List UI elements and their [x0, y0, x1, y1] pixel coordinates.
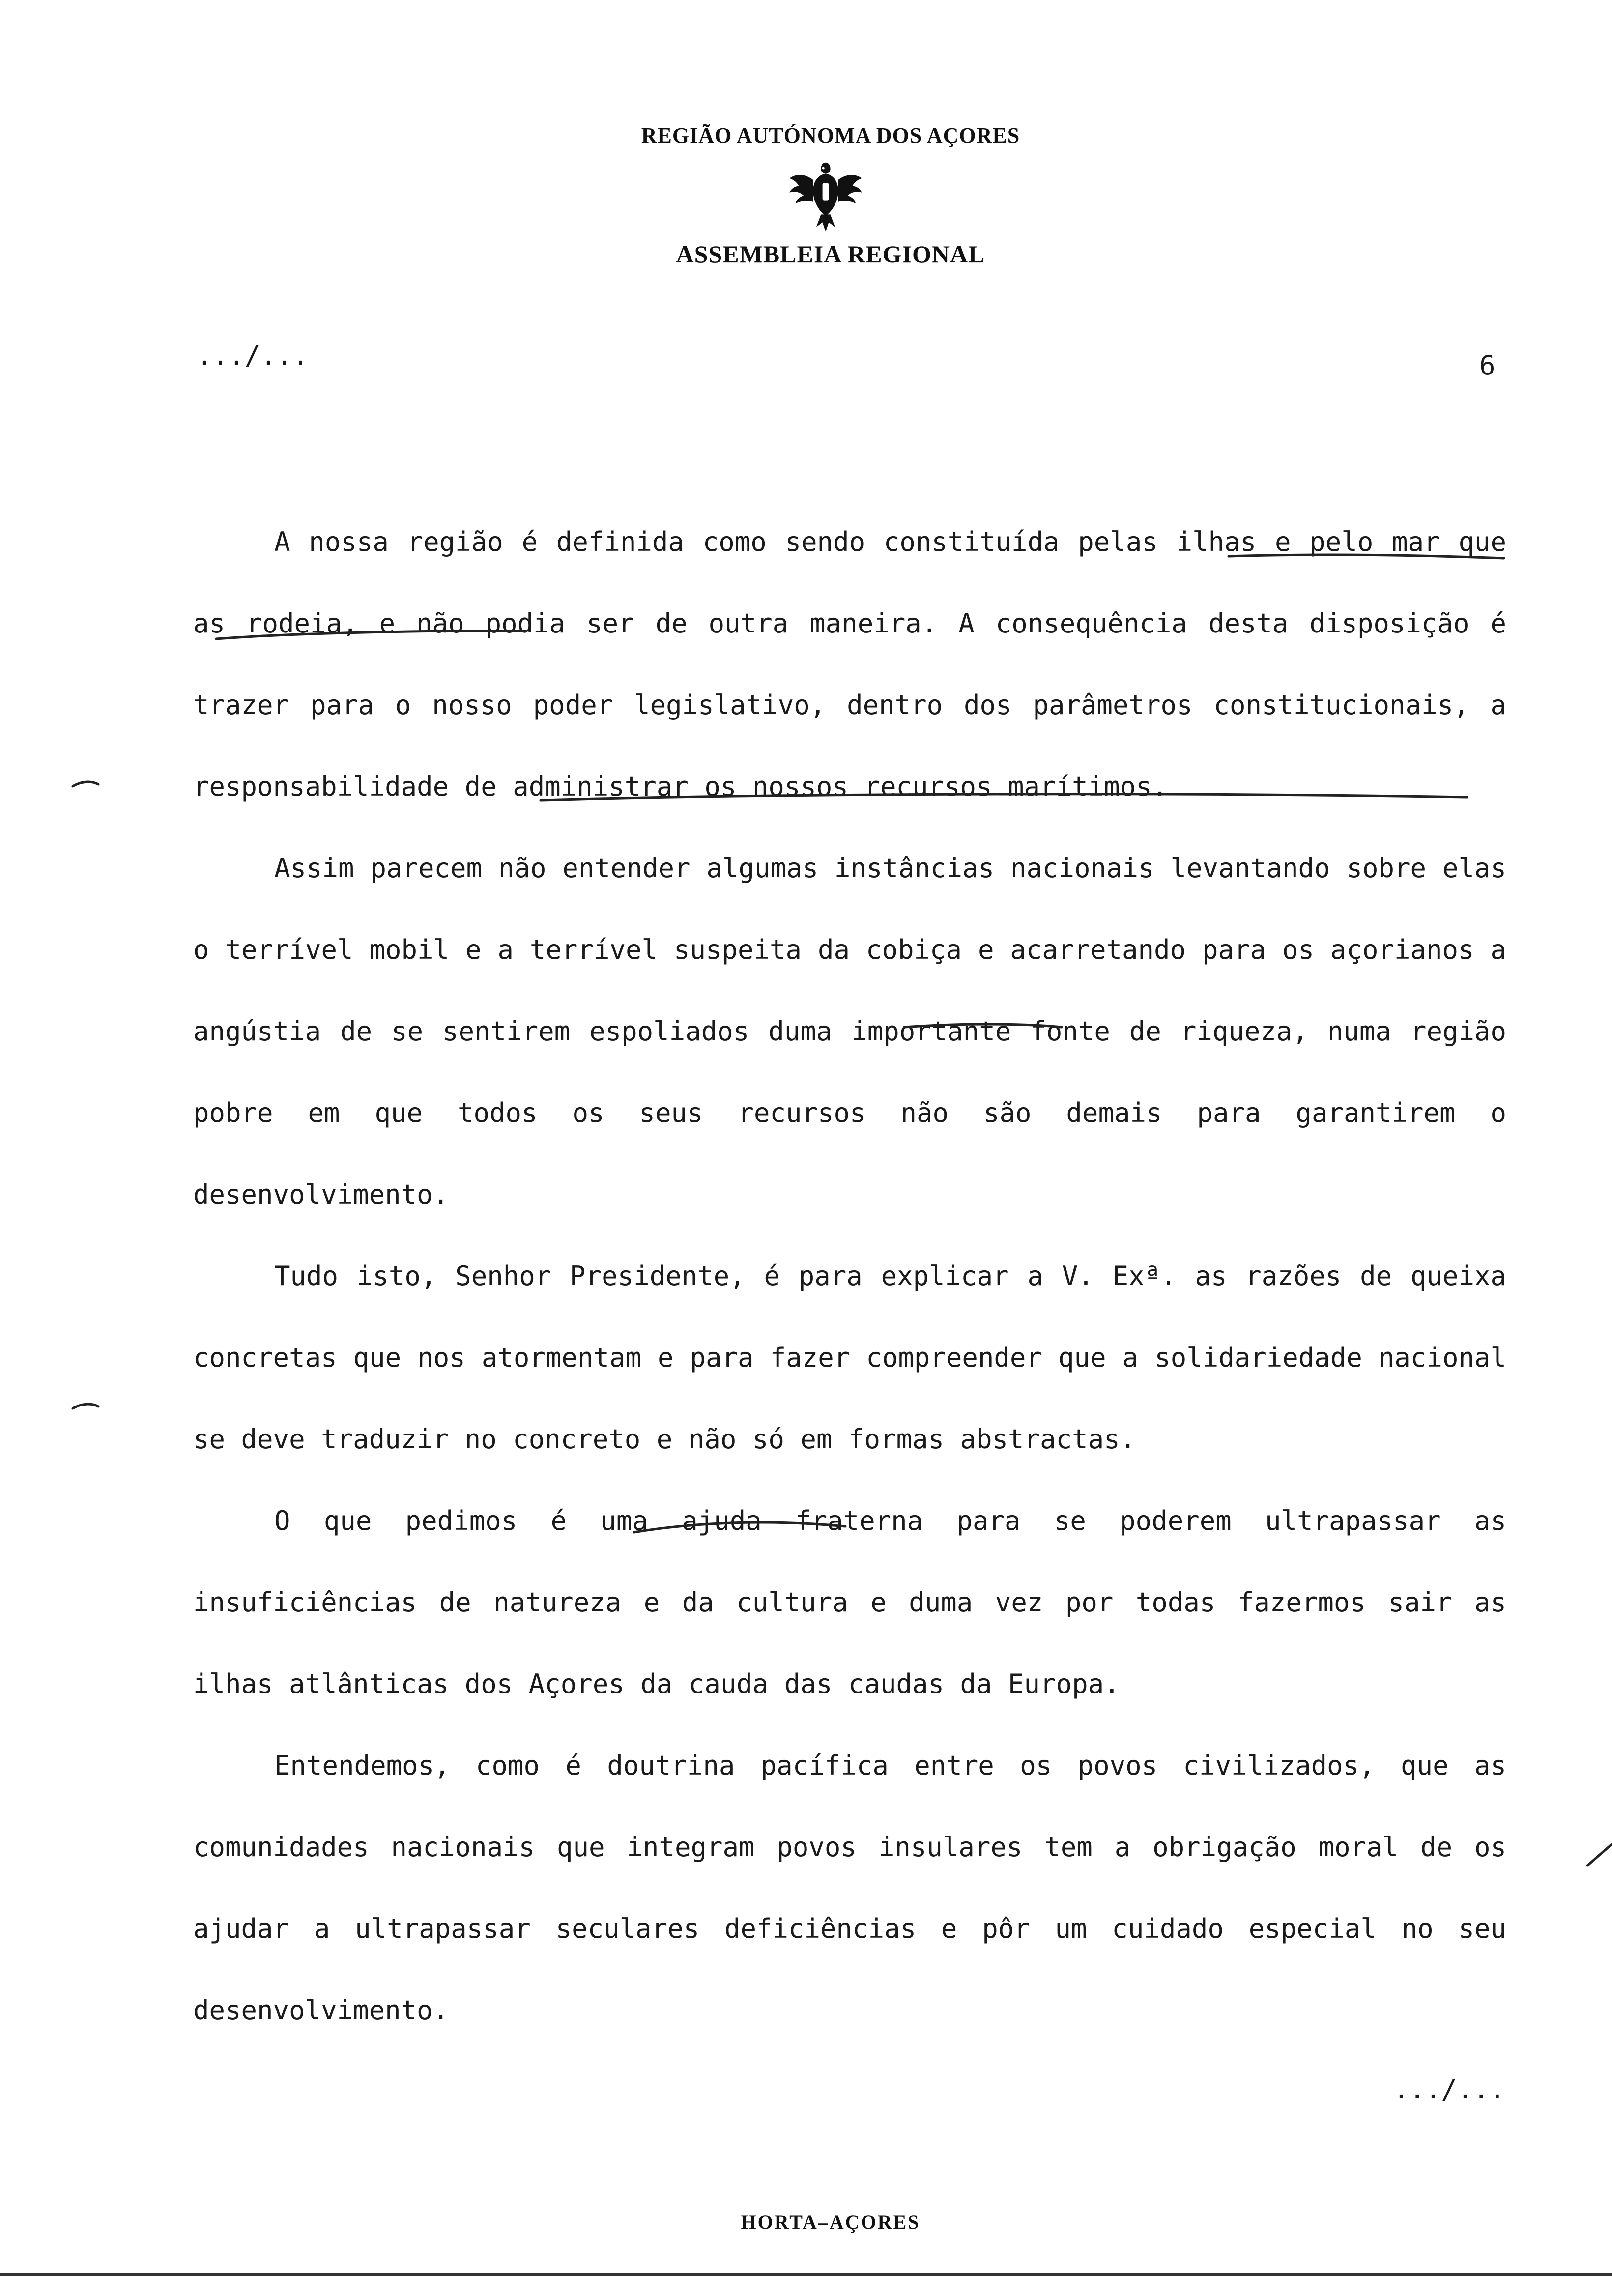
- continuation-mark-top: .../...: [197, 340, 309, 371]
- letter-body: [193, 501, 1506, 2051]
- paragraph: A nossa região é definida como sendo constituída pelas ilhas e pelo mar que as rodeia, e não podia ser de outra maneira. A consequência desta disposição é trazer para o nosso poder legislativo, dentro dos parâmetros constitucionais, a responsabilidade de administrar os nossos recursos marítimos.: [193, 526, 1506, 802]
- paragraph: Entendemos, como é doutrina pacífica entre os povos civilizados, que as comunidades nacionais que integram povos insulares tem a obrigação moral de os ajudar a ultrapassar seculares deficiências e pôr um cuidado especial no seu desenvolvimento.: [193, 1750, 1506, 2026]
- letterhead-footer: HORTA–AÇORES: [741, 2211, 921, 2233]
- paragraph: Assim parecem não entender algumas instâncias nacionais levantando sobre elas o terrível mobil e a terrível suspeita da cobiça e acarretando para os açorianos a angústia de se sentirem espoliados duma importante fonte de riqueza, numa região pobre em que todos os seus recursos não são demais para garantirem o desenvolvimento.: [193, 853, 1506, 1210]
- margin-tick: [73, 1404, 98, 1408]
- page-number: 6: [1479, 350, 1496, 381]
- margin-slash: [1587, 1842, 1612, 1866]
- paragraph: Tudo isto, Senhor Presidente, é para explicar a V. Exª. as razões de queixa concretas que nos atormentam e para fazer compreender que a solidariedade nacional se deve traduzir no concreto e não só em formas abstractas.: [193, 1261, 1506, 1455]
- letterhead-region-title: REGIÃO AUTÓNOMA DOS AÇORES: [641, 123, 1020, 147]
- paragraph: O que pedimos é uma ajuda fraterna para se poderem ultrapassar as insuficiências de natureza e da cultura e duma vez por todas fazermos sair as ilhas atlânticas dos Açores da cauda das caudas da Europa.: [193, 1505, 1506, 1699]
- letterhead-assembly-title: ASSEMBLEIA REGIONAL: [676, 240, 985, 268]
- margin-tick: [73, 782, 98, 786]
- continuation-mark-bottom: .../...: [1393, 2074, 1505, 2105]
- coat-of-arms-eagle-icon: [786, 156, 865, 235]
